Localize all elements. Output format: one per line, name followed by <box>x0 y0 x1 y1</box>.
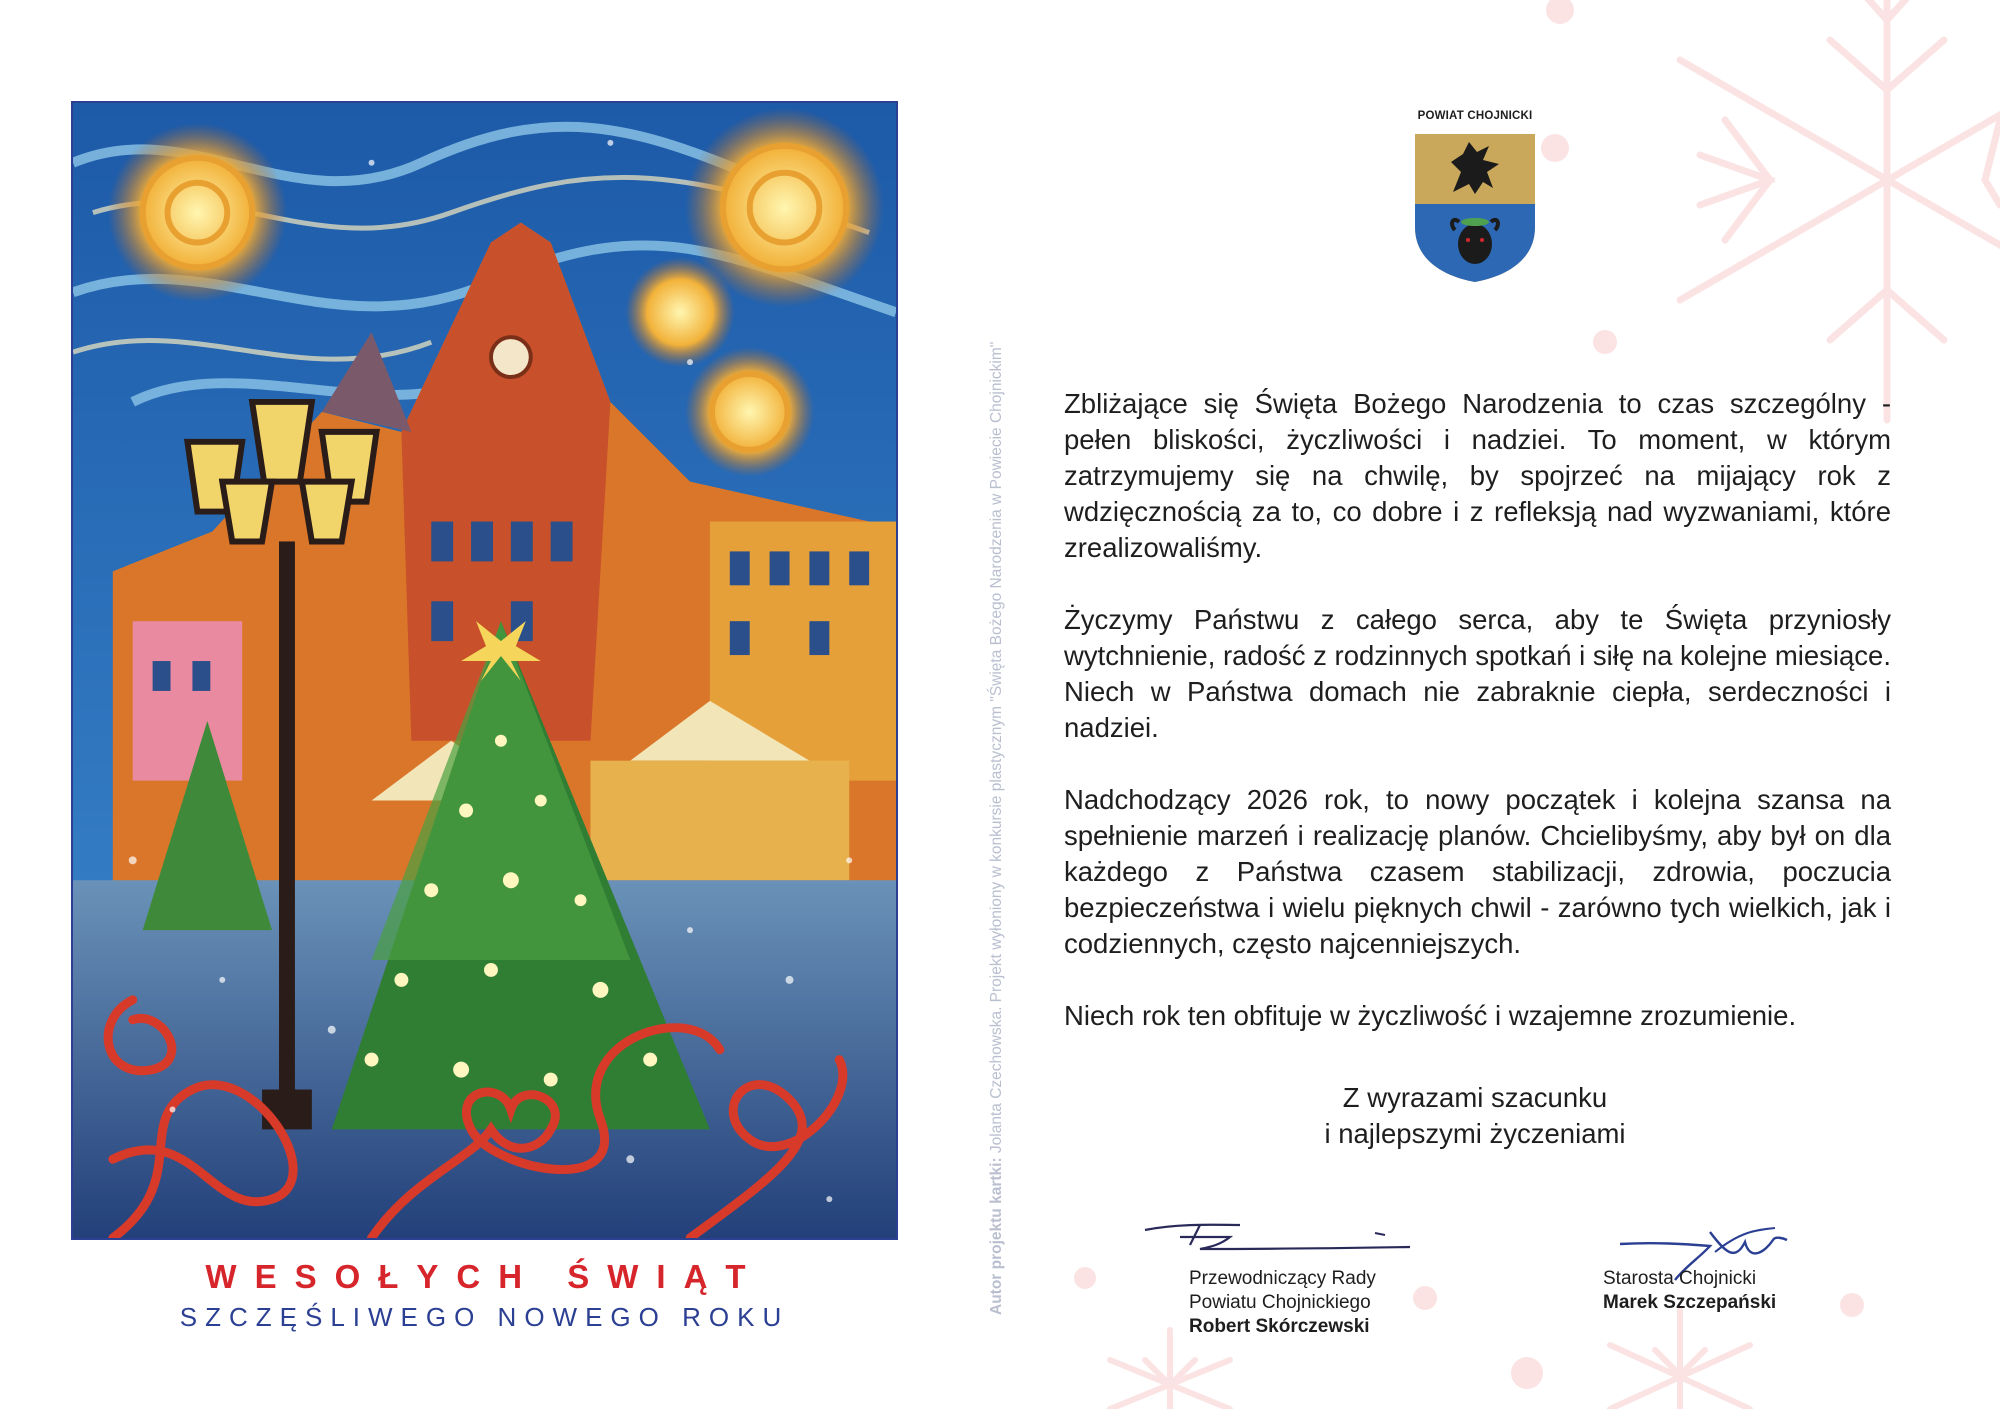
signature-left-name: Robert Skórczewski <box>1189 1316 1370 1337</box>
signature-block-right <box>1603 1267 1843 1315</box>
signature-right-title: Starosta Chojnicki <box>1603 1268 1757 1289</box>
christmas-painting <box>71 101 898 1240</box>
letter-paragraph: Nadchodzący 2026 rok, to nowy początek i kolejna szansa na spełnienie marzeń i realizację planów. Chcielibyśmy, aby był on dla każdego z Państwa czasem stabilizacji, zdrowia, poczucia bezpieczeństwa i wielu pięknych chwil - zarówno tych wielkich, jak i codziennych, często najcenniejszych. <box>1064 784 1891 959</box>
signature-left-title-1: Przewodniczący Rady <box>1189 1268 1376 1289</box>
greeting-subtitle: SZCZĘŚLIWEGO NOWEGO ROKU <box>179 1302 790 1332</box>
letter-paragraph: Życzymy Państwu z całego serca, aby te Święta przyniosły wytchnienie, radość z rodzinnych spotkań i siłę na kolejne miesiące. Niech w Państwa domach nie zabraknie ciepła, serdeczności i nadziei. <box>1064 604 1891 743</box>
closing-regards <box>1200 1080 1750 1152</box>
coat-of-arms-icon <box>1413 132 1537 282</box>
closing-line-2: i najlepszymi życzeniami <box>1324 1118 1626 1149</box>
county-crest <box>1405 110 1545 285</box>
letter-body <box>1064 386 1891 1034</box>
greeting-title: WESOŁYCH ŚWIĄT <box>205 1258 764 1295</box>
closing-line-1: Z wyrazami szacunku <box>1342 1082 1608 1113</box>
painting-image <box>73 103 896 1238</box>
credit-label: Autor projektu kartki: <box>988 1157 1005 1315</box>
crest-title: POWIAT CHOJNICKI <box>1417 110 1533 122</box>
signature-left-icon <box>1140 1215 1430 1265</box>
signature-right-name: Marek Szczepański <box>1603 1292 1777 1313</box>
signature-block-left <box>1189 1267 1489 1339</box>
credit-text: Jolanta Czechowska. Projekt wyłoniony w konkursie plastycznym "Święta Bożego Narodzenia w Powiecie Chojnickim" <box>988 341 1005 1158</box>
author-credit <box>984 95 1010 1315</box>
signature-left-title-2: Powiatu Chojnickiego <box>1189 1292 1371 1313</box>
snowflake-large-icon <box>1680 0 2000 420</box>
letter-paragraph: Niech rok ten obfituje w życzliwość i wzajemne zrozumienie. <box>1064 1000 1797 1031</box>
letter-paragraph: Zbliżające się Święta Bożego Narodzenia to czas szczególny - pełen bliskości, życzliwości i nadziei. To moment, w którym zatrzymujemy się na chwilę, by spojrzeć na mijający rok z wdzięcznością za to, co dobre i z refleksją nad wyzwaniami, które zrealizowaliśmy. <box>1064 388 1891 563</box>
